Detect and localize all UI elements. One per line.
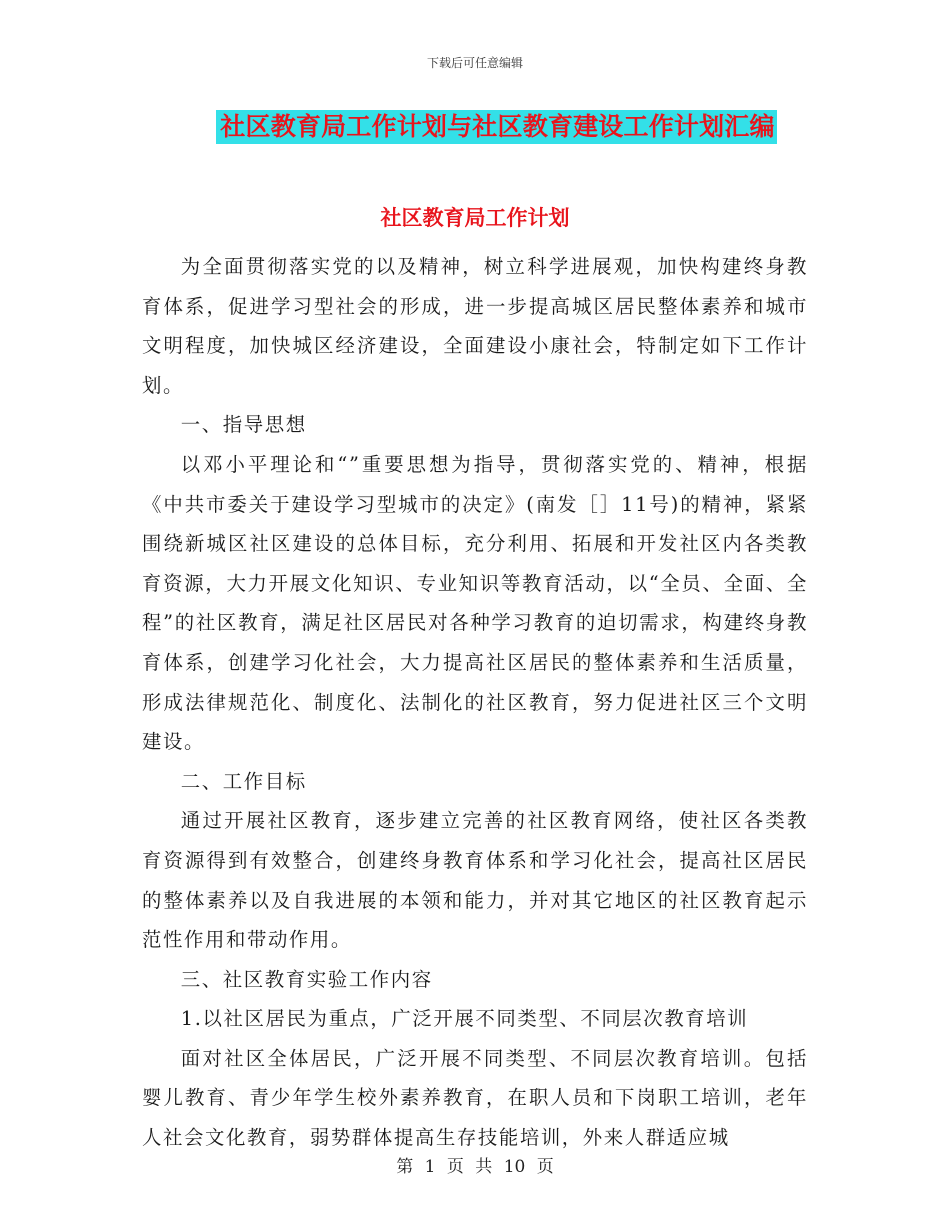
heading-experiment-content: 三、社区教育实验工作内容 — [180, 967, 433, 991]
heading-guiding-thought: 一、指导思想 — [180, 413, 307, 437]
document-body — [142, 247, 808, 1158]
section-title: 社区教育局工作计划 — [380, 205, 570, 230]
header-note: 下载后可任意编辑 — [426, 56, 523, 70]
page-footer: 第 1 页 共 10 页 — [396, 1157, 554, 1177]
paragraph-guiding-thought: 以邓小平理论和“”重要思想为指导，贯彻落实党的、精神，根据《中共市委关于建设学习型城市的决定》(南发［］11号)的精神，紧紧围绕新城区社区建设的总体目标，充分利用、拓展和开发社区内各类教育资源，大力开展文化知识、专业知识等教育活动，以“全员、全面、全程”的社区教育，满足社区居民对各种学习教育的迫切需求，构建终身教育体系，创建学习化社会，大力提高社区居民的整体素养和生活质量，形成法律规范化、制度化、法制化的社区教育，努力促进社区三个文明建设。 — [142, 452, 808, 754]
subheading-item-1: 1.以社区居民为重点，广泛开展不同类型、不同层次教育培训 — [180, 1007, 749, 1031]
paragraph-item-1: 面对社区全体居民，广泛开展不同类型、不同层次教育培训。包括婴儿教育、青少年学生校外素养教育，在职人员和下岗职工培训，老年人社会文化教育，弱势群体提高生存技能培训，外来人群适应城 — [142, 1046, 808, 1150]
paragraph-work-goals: 通过开展社区教育，逐步建立完善的社区教育网络，使社区各类教育资源得到有效整合，创建终身教育体系和学习化社会，提高社区居民的整体素养以及自我进展的本领和能力，并对其它地区的社区教育起示范性作用和带动作用。 — [142, 809, 808, 952]
main-title-container — [0, 110, 950, 144]
main-title: 社区教育局工作计划与社区教育建设工作计划汇编 — [216, 110, 776, 144]
heading-work-goals: 二、工作目标 — [180, 769, 307, 793]
paragraph-intro: 为全面贯彻落实党的以及精神，树立科学进展观，加快构建终身教育体系，促进学习型社会的形成，进一步提高城区居民整体素养和城市文明程度，加快城区经济建设，全面建设小康社会，特制定如下工作计划。 — [142, 255, 808, 397]
